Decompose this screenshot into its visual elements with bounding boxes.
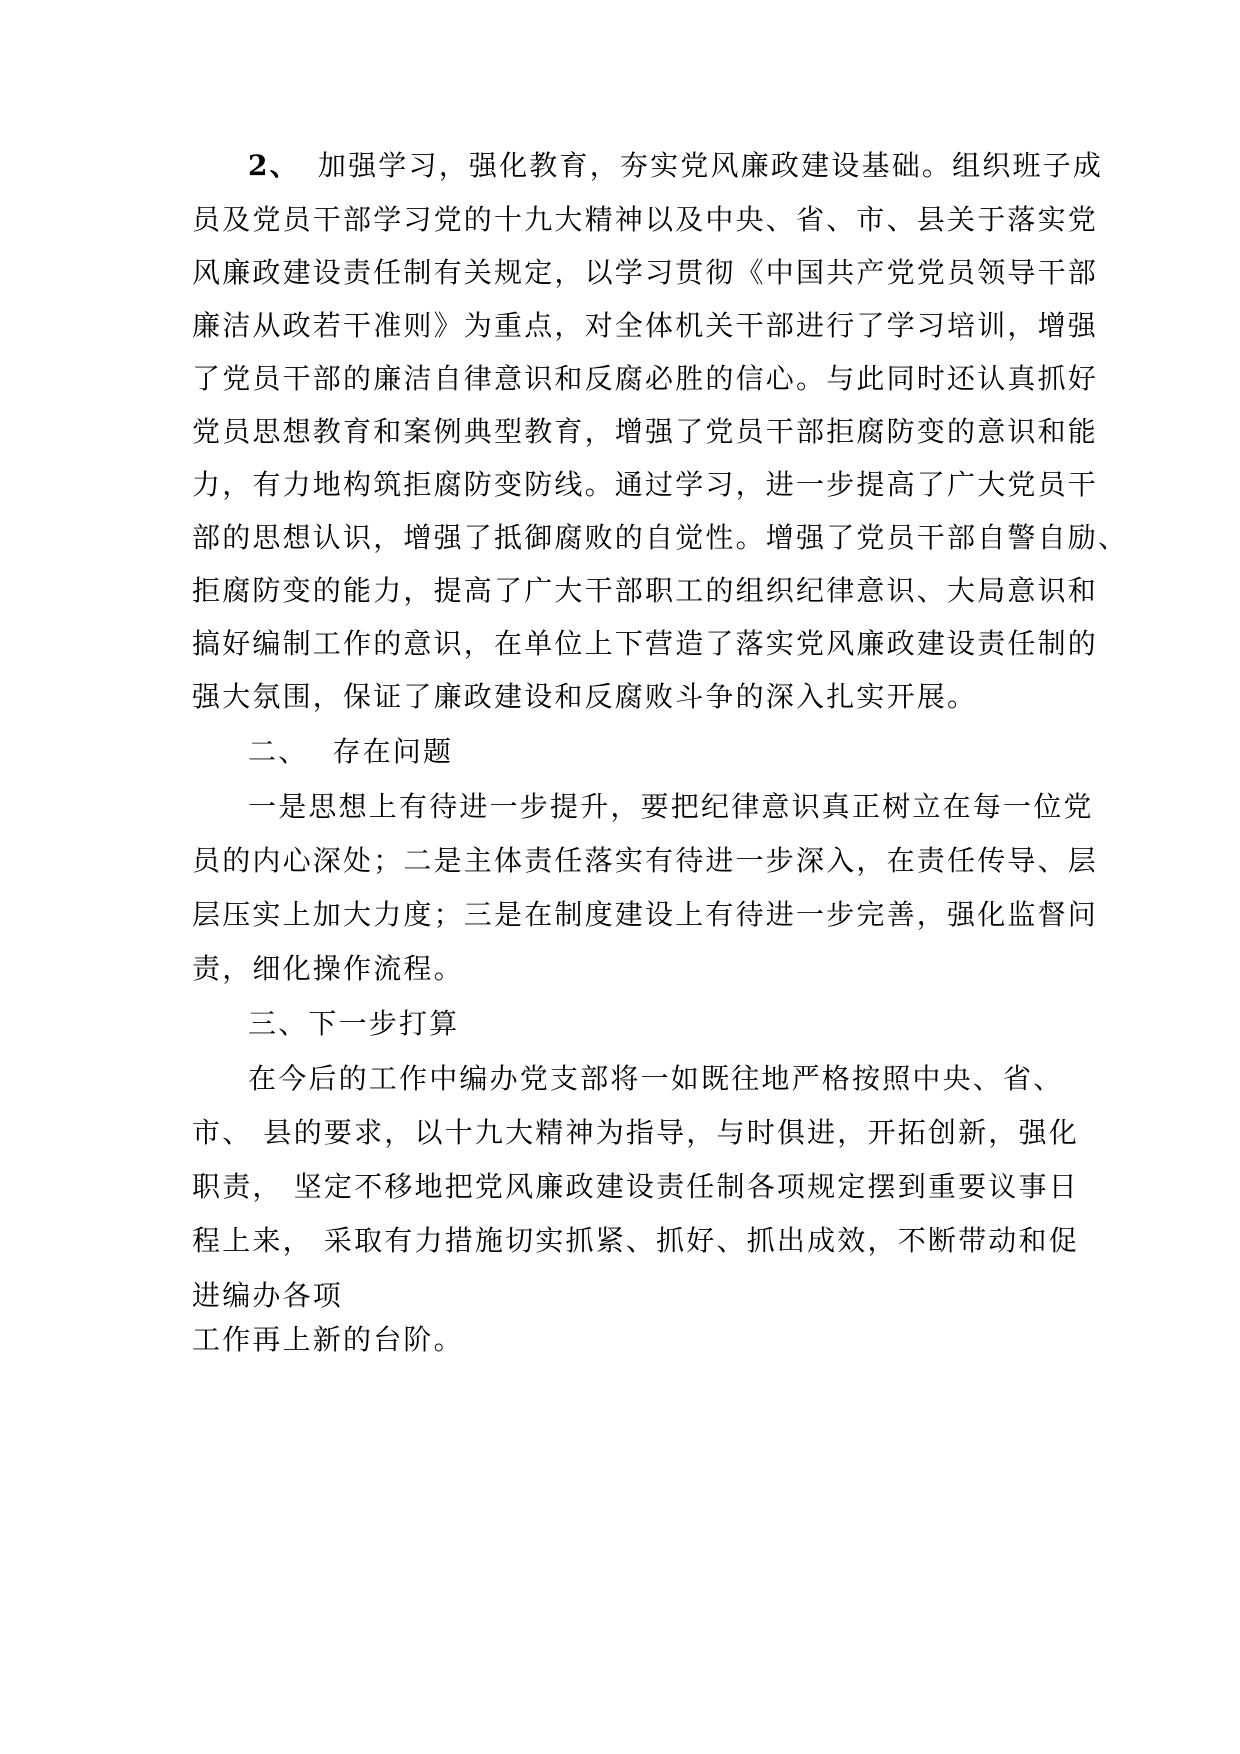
paragraph-text: 加强学习，强化教育，夯实党风廉政建设基础。组织班子成 (317, 149, 1104, 182)
paragraph-line: 搞好编制工作的意识，在单位上下营造了落实党风廉政建设责任制的 (192, 627, 1099, 660)
paragraph-line: 力，有力地构筑拒腐防变防线。通过学习，进一步提高了广大党员干 (192, 468, 1099, 501)
paragraph-line: 进编办各项 (192, 1279, 344, 1312)
paragraph-line: 了党员干部的廉洁自律意识和反腐必胜的信心。与此同时还认真抓好 (192, 362, 1099, 395)
paragraph-line: 员及党员干部学习党的十九大精神以及中央、省、市、县关于落实党 (192, 203, 1099, 236)
paragraph-line: 工作再上新的台阶。 (192, 1323, 464, 1356)
paragraph-line: 一是思想上有待进一步提升，要把纪律意识真正树立在每一位党 (248, 790, 1094, 823)
paragraph-line: 拒腐防变的能力，提高了广大干部职工的组织纪律意识、大局意识和 (192, 574, 1099, 607)
section-number: 二、 (248, 735, 309, 768)
item-number: 2、 (248, 149, 300, 182)
paragraph-line: 市、 县的要求，以十九大精神为指导，与时俱进，开拓创新，强化 (192, 1116, 1079, 1149)
paragraph-line (248, 146, 1104, 186)
paragraph-line: 强大氛围，保证了廉政建设和反腐败斗争的深入扎实开展。 (192, 680, 978, 713)
paragraph-line: 部的思想认识，增强了抵御腐败的自觉性。增强了党员干部自警自励、 (192, 521, 1129, 554)
paragraph-line: 风廉政建设责任制有关规定，以学习贯彻《中国共产党党员领导干部 (192, 256, 1099, 289)
paragraph-line: 廉洁从政若干准则》为重点，对全体机关干部进行了学习培训，增强 (192, 309, 1099, 342)
section-title: 存在问题 (332, 735, 454, 768)
paragraph-line: 责，细化操作流程。 (192, 952, 464, 985)
paragraph-line: 党员思想教育和案例典型教育，增强了党员干部拒腐防变的意识和能 (192, 415, 1099, 448)
paragraph-line: 在今后的工作中编办党支部将一如既往地严格按照中央、省、 (248, 1062, 1064, 1095)
paragraph-line: 层压实上加大力度；三是在制度建设上有待进一步完善，强化监督问 (192, 898, 1099, 931)
paragraph-line: 程上来， 采取有力措施切实抓紧、抓好、抓出成效，不断带动和促 (192, 1224, 1079, 1257)
paragraph-line: 员的内心深处；二是主体责任落实有待进一步深入，在责任传导、层 (192, 844, 1099, 877)
paragraph-line: 职责， 坚定不移地把党风廉政建设责任制各项规定摆到重要议事日 (192, 1170, 1079, 1203)
section-heading (248, 732, 1058, 772)
section-heading: 三、下一步打算 (248, 1007, 460, 1040)
